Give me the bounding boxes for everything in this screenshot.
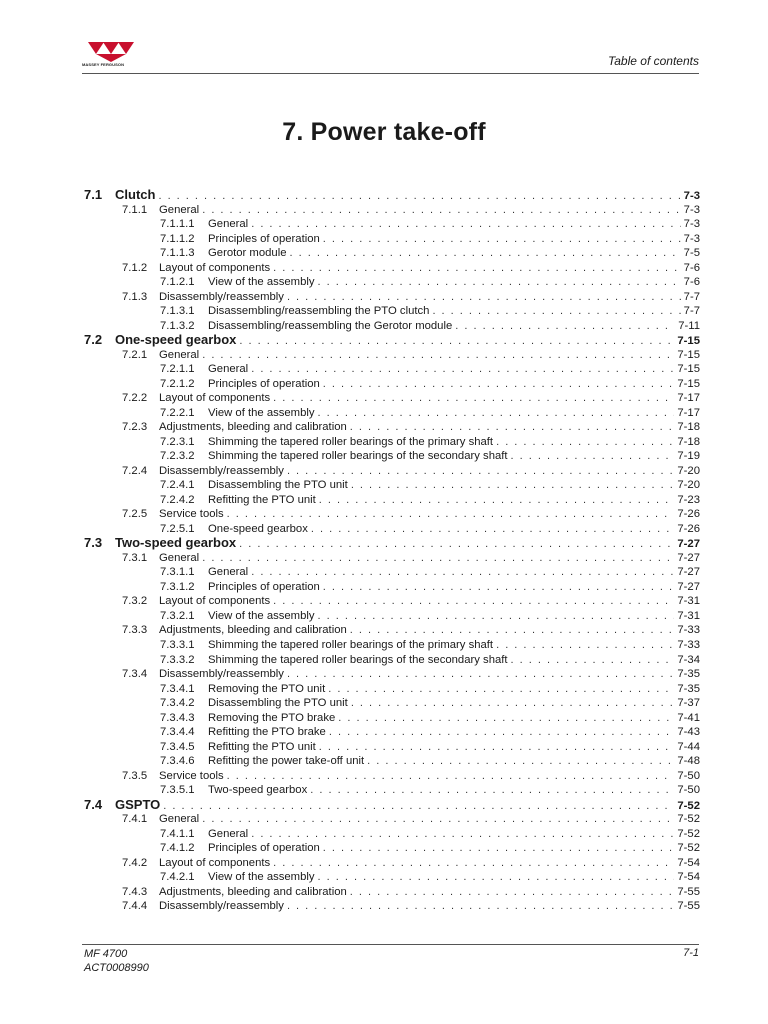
toc-entry[interactable] (84, 478, 700, 493)
toc-entry-title: Disassembly/reassembly (159, 900, 284, 913)
toc-entry-title: Disassembling the PTO unit (208, 479, 348, 492)
toc-leader-dots (351, 478, 675, 493)
toc-entry-page: 7-52 (677, 799, 700, 812)
toc-leader-dots (251, 362, 674, 377)
toc-leader-dots (323, 377, 675, 392)
toc-entry-title: General (208, 827, 249, 840)
toc-leader-dots (251, 565, 674, 580)
toc-leader-dots (239, 334, 674, 348)
toc-entry-number: 7.4.1.2 (160, 842, 195, 855)
toc-entry[interactable] (84, 188, 700, 203)
toc-entry[interactable] (84, 754, 700, 769)
toc-leader-dots (318, 406, 675, 421)
toc-entry-title: View of the assembly (208, 609, 315, 622)
toc-entry-title: Shimming the tapered roller bearings of the secondary shaft (208, 450, 508, 463)
toc-entry-title: Refitting the PTO unit (208, 740, 316, 753)
toc-leader-dots (318, 275, 681, 290)
toc-leader-dots (323, 232, 681, 247)
toc-entry-number: 7.4 (84, 797, 103, 812)
toc-entry-title: General (159, 203, 200, 216)
toc-leader-dots (273, 594, 674, 609)
toc-entry[interactable] (84, 696, 700, 711)
toc-entry-title: General (208, 218, 249, 231)
toc-entry-number: 7.1.1.1 (160, 218, 195, 231)
toc-entry[interactable] (84, 783, 700, 798)
footer-page-number: 7-1 (683, 947, 699, 959)
toc-entry-title: Principles of operation (208, 842, 320, 855)
toc-entry-number: 7.2.4 (122, 464, 148, 477)
toc-entry-number: 7.4.2 (122, 856, 148, 869)
toc-entry[interactable] (84, 333, 700, 348)
toc-entry-title: View of the assembly (208, 406, 315, 419)
toc-entry-number: 7.3.5.1 (160, 784, 195, 797)
toc-entry[interactable] (84, 362, 700, 377)
toc-entry-page: 7-18 (677, 435, 700, 448)
toc-leader-dots (318, 870, 675, 885)
toc-entry-page: 7-3 (683, 232, 700, 245)
toc-entry-title: Principles of operation (208, 232, 320, 245)
toc-leader-dots (511, 653, 675, 668)
toc-entry-title: General (208, 363, 249, 376)
toc-entry-title: One-speed gearbox (115, 333, 237, 348)
toc-entry-page: 7-3 (683, 218, 700, 231)
toc-entry[interactable] (84, 319, 700, 334)
toc-entry-title: Disassembly/reassembly (159, 668, 284, 681)
toc-entry-number: 7.1.2.1 (160, 276, 195, 289)
toc-leader-dots (311, 522, 675, 537)
toc-entry[interactable] (84, 638, 700, 653)
toc-entry-title: Shimming the tapered roller bearings of the primary shaft (208, 435, 494, 448)
toc-entry-title: One-speed gearbox (208, 522, 308, 535)
toc-leader-dots (290, 246, 681, 261)
toc-entry-title: Layout of components (159, 856, 271, 869)
toc-entry-page: 7-31 (677, 609, 700, 622)
toc-leader-dots (251, 217, 680, 232)
toc-entry-number: 7.4.1.1 (160, 827, 195, 840)
toc-entry-number: 7.2.1.2 (160, 377, 195, 390)
toc-entry[interactable] (84, 580, 700, 595)
toc-entry-number: 7.3.3 (122, 624, 148, 637)
toc-entry-number: 7.3.4.1 (160, 682, 195, 695)
toc-entry[interactable] (84, 856, 700, 871)
toc-entry-page: 7-17 (677, 392, 700, 405)
toc-entry-number: 7.1.3.1 (160, 305, 195, 318)
toc-entry[interactable] (84, 812, 700, 827)
toc-entry[interactable] (84, 551, 700, 566)
toc-entry[interactable] (84, 827, 700, 842)
toc-entry-title: Adjustments, bleeding and calibration (159, 421, 347, 434)
toc-entry-title: General (159, 551, 200, 564)
toc-entry[interactable] (84, 449, 700, 464)
toc-leader-dots (350, 420, 675, 435)
toc-leader-dots (350, 885, 675, 900)
toc-entry-page: 7-52 (677, 813, 700, 826)
toc-entry-page: 7-15 (677, 377, 700, 390)
toc-entry-page: 7-34 (677, 653, 700, 666)
toc-entry-page: 7-26 (677, 508, 700, 521)
toc-entry-number: 7.2.2 (122, 392, 148, 405)
footer-model: MF 4700 (84, 948, 128, 960)
toc-entry-page: 7-35 (677, 682, 700, 695)
toc-entry-number: 7.2.3 (122, 421, 148, 434)
toc-entry-number: 7.2.2.1 (160, 406, 195, 419)
toc-entry-page: 7-11 (678, 319, 700, 332)
toc-entry-number: 7.4.3 (122, 885, 148, 898)
header-divider (82, 73, 699, 74)
toc-entry[interactable] (84, 870, 700, 885)
toc-entry-number: 7.2.3.1 (160, 435, 195, 448)
toc-entry-title: Adjustments, bleeding and calibration (159, 885, 347, 898)
toc-leader-dots (202, 348, 674, 363)
toc-entry-title: Disassembling the PTO unit (208, 697, 348, 710)
toc-entry[interactable] (84, 290, 700, 305)
toc-leader-dots (202, 551, 674, 566)
toc-leader-dots (328, 682, 674, 697)
toc-entry-number: 7.3.1.1 (160, 566, 195, 579)
toc-entry-title: Removing the PTO unit (208, 682, 326, 695)
toc-entry-page: 7-50 (677, 784, 700, 797)
toc-entry-title: General (159, 813, 200, 826)
toc-entry-title: GSPTO (115, 797, 161, 812)
toc-entry-number: 7.3.1 (122, 551, 148, 564)
toc-entry-number: 7.3 (84, 536, 103, 551)
toc-entry[interactable] (84, 711, 700, 726)
toc-entry-number: 7.3.2.1 (160, 609, 195, 622)
toc-entry-title: Shimming the tapered roller bearings of the secondary shaft (208, 653, 508, 666)
toc-entry-number: 7.1.3.2 (160, 319, 195, 332)
toc-entry[interactable] (84, 565, 700, 580)
toc-entry-page: 7-55 (677, 885, 700, 898)
toc-entry-page: 7-31 (677, 595, 700, 608)
toc-entry-number: 7.3.4.4 (160, 726, 195, 739)
toc-entry-title: Refitting the power take-off unit (208, 755, 365, 768)
toc-leader-dots (319, 493, 675, 508)
toc-leader-dots (273, 391, 674, 406)
toc-leader-dots (158, 189, 680, 203)
toc-entry[interactable] (84, 493, 700, 508)
toc-entry-title: Two-speed gearbox (208, 784, 308, 797)
toc-entry-page: 7-27 (677, 538, 700, 551)
toc-entry[interactable] (84, 536, 700, 551)
toc-entry[interactable] (84, 594, 700, 609)
toc-leader-dots (318, 609, 675, 624)
toc-entry[interactable] (84, 217, 700, 232)
toc-entry-page: 7-20 (677, 479, 700, 492)
toc-entry[interactable] (84, 885, 700, 900)
toc-leader-dots (432, 304, 680, 319)
toc-entry-title: Layout of components (159, 261, 271, 274)
toc-entry-page: 7-7 (683, 305, 700, 318)
toc-entry-number: 7.1.1 (122, 203, 148, 216)
toc-entry-page: 7-52 (677, 827, 700, 840)
table-of-contents (84, 188, 700, 914)
toc-entry-page: 7-50 (677, 769, 700, 782)
toc-leader-dots (310, 783, 674, 798)
toc-entry-page: 7-18 (677, 421, 700, 434)
toc-entry[interactable] (84, 507, 700, 522)
toc-entry-title: Service tools (159, 769, 224, 782)
toc-entry-number: 7.1.3 (122, 290, 148, 303)
toc-entry[interactable] (84, 740, 700, 755)
toc-entry-page: 7-6 (683, 276, 700, 289)
toc-entry-page: 7-54 (677, 871, 700, 884)
toc-entry-page: 7-41 (677, 711, 700, 724)
toc-leader-dots (329, 725, 675, 740)
toc-leader-dots (202, 812, 674, 827)
toc-entry[interactable] (84, 841, 700, 856)
toc-entry-number: 7.2.4.1 (160, 479, 195, 492)
toc-entry-title: Clutch (115, 188, 156, 202)
toc-entry-title: Gerotor module (208, 247, 287, 260)
toc-entry-title: Service tools (159, 508, 224, 521)
toc-entry[interactable] (84, 232, 700, 247)
toc-entry-title: View of the assembly (208, 871, 315, 884)
toc-entry-page: 7-27 (677, 580, 700, 593)
chapter-title: 7. Power take-off (282, 118, 486, 146)
toc-entry[interactable] (84, 377, 700, 392)
toc-leader-dots (202, 203, 680, 218)
logo-text: MASSEY FERGUSON (82, 62, 125, 67)
toc-entry-title: Two-speed gearbox (115, 536, 237, 551)
toc-leader-dots (287, 667, 674, 682)
toc-entry-page: 7-5 (683, 247, 700, 260)
toc-entry-title: General (208, 566, 249, 579)
toc-entry-page: 7-17 (677, 406, 700, 419)
toc-entry-number: 7.1.1.3 (160, 247, 195, 260)
toc-entry[interactable] (84, 522, 700, 537)
toc-leader-dots (323, 841, 675, 856)
footer-left (84, 947, 149, 975)
toc-leader-dots (239, 537, 674, 551)
toc-entry-number: 7.2.3.2 (160, 450, 195, 463)
toc-entry-page: 7-27 (677, 566, 700, 579)
toc-entry-title: View of the assembly (208, 276, 315, 289)
toc-entry[interactable] (84, 725, 700, 740)
toc-entry-number: 7.3.5 (122, 769, 148, 782)
toc-entry-page: 7-44 (677, 740, 700, 753)
toc-entry[interactable] (84, 261, 700, 276)
toc-entry-page: 7-33 (677, 638, 700, 651)
toc-leader-dots (351, 696, 675, 711)
toc-entry-page: 7-43 (677, 726, 700, 739)
footer-divider (82, 944, 699, 945)
toc-leader-dots (163, 799, 674, 813)
toc-entry-page: 7-19 (677, 450, 700, 463)
toc-entry[interactable] (84, 435, 700, 450)
toc-leader-dots (287, 899, 674, 914)
toc-entry-number: 7.3.1.2 (160, 580, 195, 593)
toc-leader-dots (338, 711, 674, 726)
toc-leader-dots (511, 449, 675, 464)
toc-entry-title: Disassembly/reassembly (159, 290, 284, 303)
footer-doc-code: ACT0008990 (84, 962, 149, 974)
header-title: Table of contents (608, 54, 699, 68)
toc-entry-page: 7-48 (677, 755, 700, 768)
toc-leader-dots (367, 754, 674, 769)
toc-entry-number: 7.1 (84, 188, 103, 202)
toc-entry-title: General (159, 348, 200, 361)
toc-entry[interactable] (84, 609, 700, 624)
toc-entry-title: Disassembly/reassembly (159, 464, 284, 477)
toc-entry-page: 7-7 (683, 290, 700, 303)
toc-entry-number: 7.2 (84, 333, 103, 348)
toc-entry-title: Shimming the tapered roller bearings of the primary shaft (208, 638, 494, 651)
toc-entry-page: 7-37 (677, 697, 700, 710)
toc-entry-page: 7-15 (677, 363, 700, 376)
toc-entry-page: 7-26 (677, 522, 700, 535)
toc-entry-page: 7-27 (677, 551, 700, 564)
toc-entry-page: 7-15 (677, 348, 700, 361)
toc-entry-number: 7.3.4 (122, 668, 148, 681)
toc-entry[interactable] (84, 667, 700, 682)
toc-leader-dots (251, 827, 674, 842)
toc-entry[interactable] (84, 391, 700, 406)
toc-entry[interactable] (84, 653, 700, 668)
toc-entry-page: 7-55 (677, 900, 700, 913)
toc-entry[interactable] (84, 275, 700, 290)
toc-entry[interactable] (84, 769, 700, 784)
toc-entry[interactable] (84, 304, 700, 319)
toc-leader-dots (273, 856, 674, 871)
toc-entry-page: 7-33 (677, 624, 700, 637)
toc-entry-number: 7.3.4.5 (160, 740, 195, 753)
toc-entry-page: 7-15 (677, 335, 700, 348)
toc-entry-number: 7.2.1.1 (160, 363, 195, 376)
toc-entry-number: 7.3.2 (122, 595, 148, 608)
toc-entry-number: 7.3.4.6 (160, 755, 195, 768)
toc-entry-title: Removing the PTO brake (208, 711, 336, 724)
toc-leader-dots (227, 769, 675, 784)
toc-leader-dots (227, 507, 675, 522)
toc-leader-dots (273, 261, 681, 276)
toc-leader-dots (350, 623, 675, 638)
toc-entry-title: Disassembling/reassembling the PTO clutch (208, 305, 430, 318)
toc-entry-page: 7-52 (677, 842, 700, 855)
toc-entry-title: Principles of operation (208, 377, 320, 390)
toc-entry-number: 7.4.4 (122, 900, 148, 913)
toc-entry-number: 7.4.2.1 (160, 871, 195, 884)
toc-entry-page: 7-6 (683, 261, 700, 274)
toc-leader-dots (496, 435, 674, 450)
toc-entry-number: 7.2.5 (122, 508, 148, 521)
toc-entry-number: 7.1.1.2 (160, 232, 195, 245)
toc-entry-number: 7.2.1 (122, 348, 148, 361)
toc-entry-title: Layout of components (159, 595, 271, 608)
toc-entry-title: Principles of operation (208, 580, 320, 593)
toc-entry-title: Adjustments, bleeding and calibration (159, 624, 347, 637)
toc-entry-page: 7-23 (677, 493, 700, 506)
toc-entry-number: 7.3.4.2 (160, 697, 195, 710)
toc-leader-dots (287, 464, 674, 479)
toc-entry-page: 7-3 (683, 190, 700, 202)
toc-entry[interactable] (84, 623, 700, 638)
toc-entry[interactable] (84, 420, 700, 435)
toc-entry-number: 7.3.4.3 (160, 711, 195, 724)
toc-entry-page: 7-3 (683, 203, 700, 216)
toc-entry[interactable] (84, 203, 700, 218)
toc-entry[interactable] (84, 899, 700, 914)
toc-entry-page: 7-35 (677, 668, 700, 681)
toc-entry[interactable] (84, 348, 700, 363)
toc-entry-number: 7.4.1 (122, 813, 148, 826)
toc-leader-dots (287, 290, 681, 305)
toc-entry[interactable] (84, 798, 700, 813)
toc-leader-dots (455, 319, 675, 334)
toc-entry[interactable] (84, 246, 700, 261)
toc-entry-title: Refitting the PTO unit (208, 493, 316, 506)
toc-entry[interactable] (84, 464, 700, 479)
toc-entry-number: 7.3.3.2 (160, 653, 195, 666)
toc-entry[interactable] (84, 406, 700, 421)
toc-entry-title: Refitting the PTO brake (208, 726, 326, 739)
toc-leader-dots (496, 638, 674, 653)
toc-entry-number: 7.3.3.1 (160, 638, 195, 651)
toc-leader-dots (319, 740, 675, 755)
toc-entry-page: 7-20 (677, 464, 700, 477)
toc-entry-number: 7.1.2 (122, 261, 148, 274)
toc-entry-number: 7.2.4.2 (160, 493, 195, 506)
toc-entry-page: 7-54 (677, 856, 700, 869)
toc-entry[interactable] (84, 682, 700, 697)
toc-leader-dots (323, 580, 675, 595)
toc-entry-number: 7.2.5.1 (160, 522, 195, 535)
toc-entry-title: Layout of components (159, 392, 271, 405)
toc-entry-title: Disassembling/reassembling the Gerotor module (208, 319, 453, 332)
